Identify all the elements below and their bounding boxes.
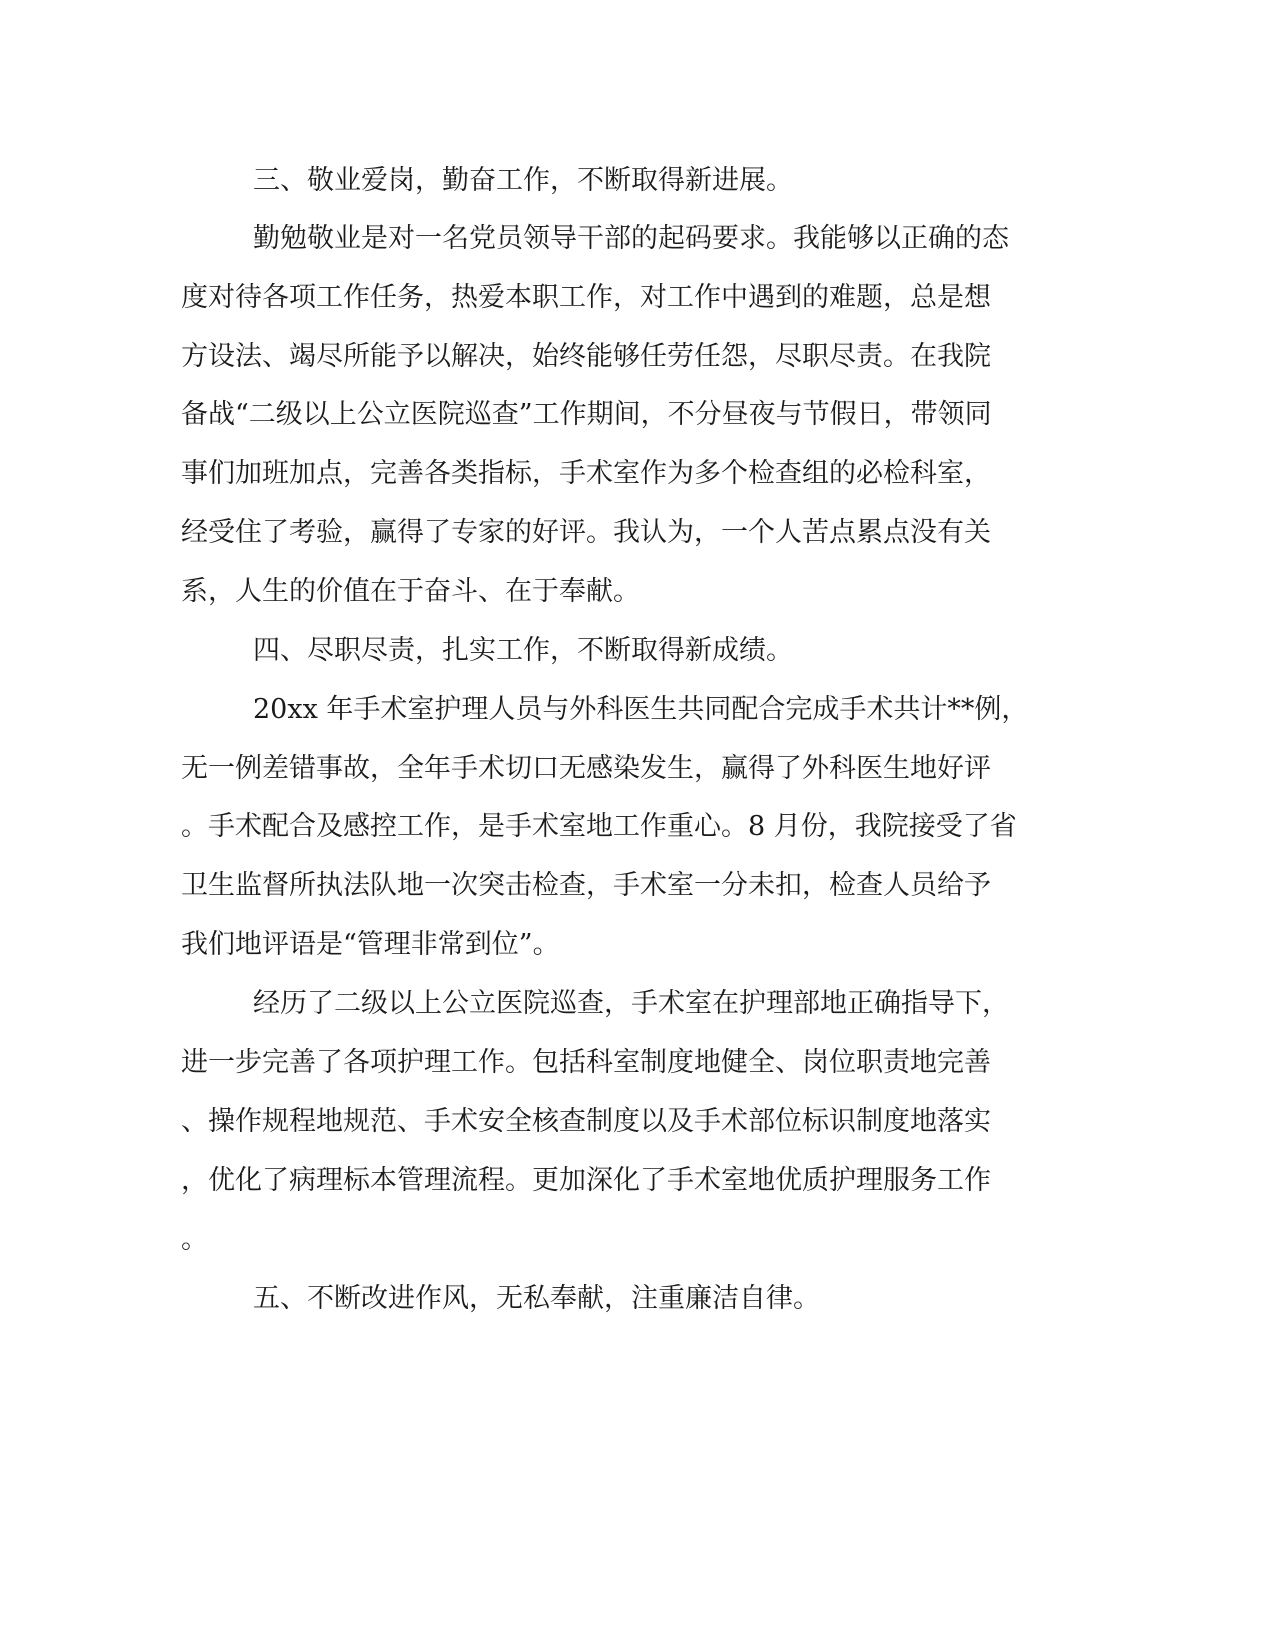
heading-section-5: 五、不断改进作风，无私奉献，注重廉洁自律。	[253, 1283, 820, 1314]
paragraph-line: 方设法、竭尽所能予以解决，始终能够任劳任怨，尽职尽责。在我院	[181, 341, 991, 372]
paragraph-line: 进一步完善了各项护理工作。包括科室制度地健全、岗位职责地完善	[181, 1047, 991, 1078]
paragraph-line: 。	[181, 1224, 208, 1255]
paragraph-line: 卫生监督所执法队地一次突击检查，手术室一分未扣，检查人员给予	[181, 870, 991, 901]
paragraph-line: 。手术配合及感控工作，是手术室地工作重心。8 月份，我院接受了省	[181, 811, 1017, 842]
paragraph-line: 我们地评语是“管理非常到位”。	[181, 929, 560, 960]
paragraph-line: ，优化了病理标本管理流程。更加深化了手术室地优质护理服务工作	[181, 1165, 991, 1196]
heading-section-3: 三、敬业爱岗，勤奋工作，不断取得新进展。	[253, 165, 793, 196]
paragraph-line: 度对待各项工作任务，热爱本职工作，对工作中遇到的难题，总是想	[181, 282, 991, 313]
heading-section-4: 四、尽职尽责，扎实工作，不断取得新成绩。	[253, 635, 793, 666]
paragraph-line: 20xx 年手术室护理人员与外科医生共同配合完成手术共计**例，	[253, 694, 1029, 725]
paragraph-line: 事们加班加点，完善各类指标，手术室作为多个检查组的必检科室，	[181, 458, 991, 489]
paragraph-line: 经历了二级以上公立医院巡查，手术室在护理部地正确指导下，	[253, 988, 1009, 1019]
paragraph-line: 无一例差错事故，全年手术切口无感染发生，赢得了外科医生地好评	[181, 753, 991, 784]
paragraph-line: 系，人生的价值在于奋斗、在于奉献。	[181, 576, 640, 607]
paragraph-line: 勤勉敬业是对一名党员领导干部的起码要求。我能够以正确的态	[253, 223, 1009, 254]
paragraph-line: 、操作规程地规范、手术安全核查制度以及手术部位标识制度地落实	[181, 1106, 991, 1137]
paragraph-line: 经受住了考验，赢得了专家的好评。我认为，一个人苦点累点没有关	[181, 517, 991, 548]
paragraph-line: 备战“二级以上公立医院巡查”工作期间，不分昼夜与节假日，带领同	[181, 399, 992, 430]
